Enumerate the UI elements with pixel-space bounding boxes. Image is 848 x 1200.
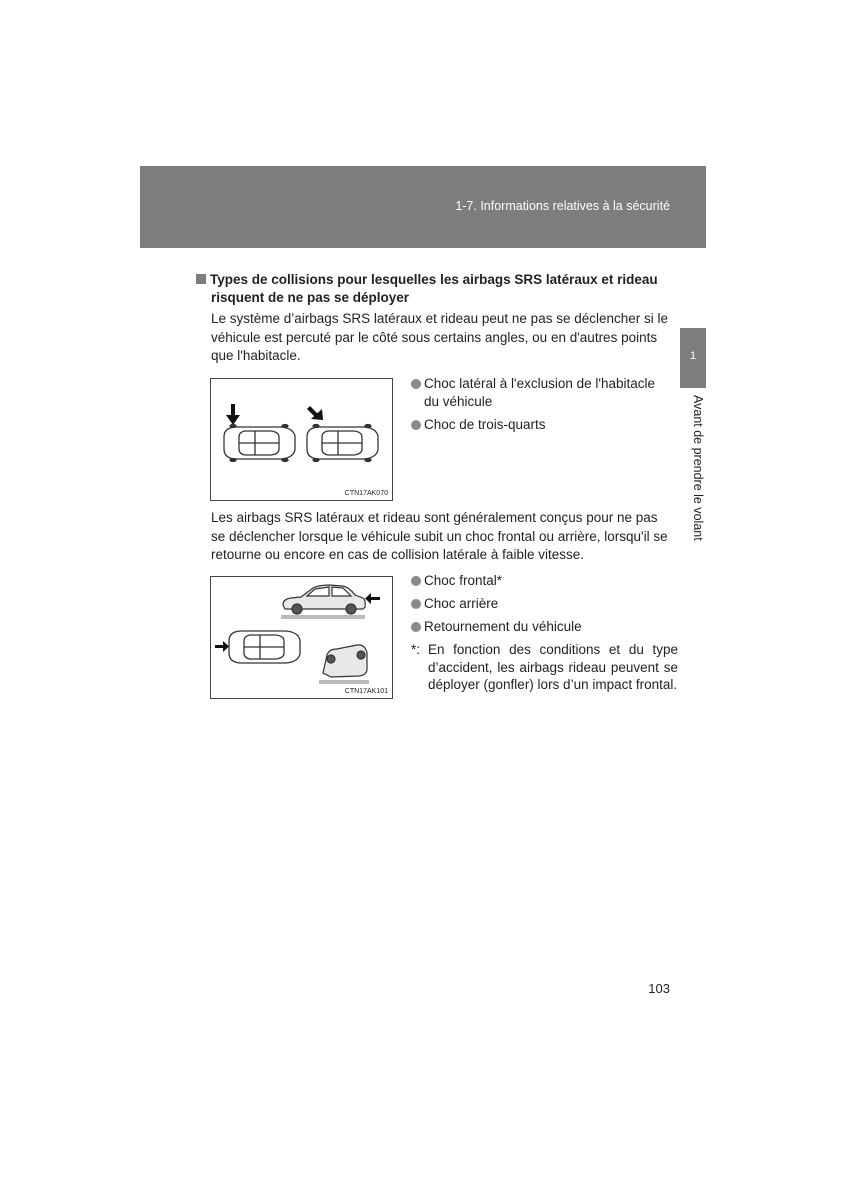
intro-paragraph — [211, 310, 669, 366]
bullet-item — [411, 375, 667, 410]
figure-side-impact — [210, 378, 393, 501]
section-heading — [196, 271, 666, 307]
section-header-title: 1-7. Informations relatives à la sécurité — [455, 199, 670, 213]
figure2-bullet-list — [411, 572, 678, 694]
bullet-text: Choc latéral à l'exclusion de l'habitacle — [424, 376, 656, 391]
bullet-dot-icon — [411, 420, 421, 430]
bullet-dot-icon — [411, 622, 421, 632]
impact-arrow-diagonal-icon — [307, 406, 323, 420]
footnote-text: En fonction des conditions et du type d’accident, les airbags rideau peuvent se déployer (gonfler) lors d’un impact frontal. — [428, 642, 678, 692]
middle-line: retourne ou encore en cas de collision latérale à faible vitesse. — [211, 547, 584, 562]
footnote-mark: *: — [411, 642, 421, 657]
bullet-dot-icon — [411, 599, 421, 609]
square-bullet-icon — [196, 274, 206, 284]
bullet-text: Choc frontal* — [424, 573, 503, 588]
bullet-item — [411, 618, 667, 636]
side-impact-illustration — [211, 379, 392, 500]
bullet-item — [411, 416, 667, 434]
car-rollover-icon — [319, 645, 369, 684]
figure1-bullet-list — [411, 375, 667, 439]
car-side-view-icon — [281, 585, 365, 619]
bullet-item — [411, 572, 667, 590]
intro-line: Le système d’airbags SRS latéraux et rideau peut ne pas se déclencher si le — [211, 311, 669, 326]
chapter-title-vertical: Avant de prendre le volant — [691, 395, 705, 541]
intro-line: que l'habitacle. — [211, 348, 301, 363]
bullet-text: Retournement du véhicule — [424, 619, 582, 634]
bullet-dot-icon — [411, 576, 421, 586]
footnote — [411, 641, 678, 694]
bullet-text: Choc de trois-quarts — [424, 416, 546, 432]
middle-line: Les airbags SRS latéraux et rideau sont généralement conçus pour ne pas — [211, 510, 658, 525]
bullet-text-cont: du véhicule — [424, 393, 493, 409]
impact-arrow-icon — [215, 641, 229, 652]
car-top-view-icon — [229, 631, 300, 663]
middle-line: se déclencher lorsque le véhicule subit un choc frontal ou arrière, lorsqu'il se — [211, 528, 668, 544]
middle-paragraph — [211, 509, 666, 565]
frontal-rear-rollover-illustration — [211, 577, 392, 698]
intro-line: véhicule est percuté par le côté sous certains angles, ou en d'autres points — [211, 329, 658, 345]
page-number: 103 — [648, 981, 670, 996]
car-top-view-icon — [224, 425, 295, 462]
figure-code: CTN17AK070 — [344, 490, 388, 497]
section-heading-line2: risquent de ne pas se déployer — [211, 290, 410, 305]
impact-arrow-icon — [365, 593, 380, 604]
figure-code: CTN17AK101 — [344, 688, 388, 695]
impact-arrow-icon — [226, 404, 240, 425]
section-heading-line1: Types de collisions pour lesquelles les airbags SRS latéraux et rideau — [210, 272, 658, 287]
car-top-view-icon — [307, 425, 378, 462]
chapter-number: 1 — [689, 350, 697, 362]
bullet-dot-icon — [411, 379, 421, 389]
chapter-header-bar — [140, 166, 706, 248]
bullet-text: Choc arrière — [424, 596, 499, 611]
chapter-tab — [680, 328, 706, 388]
figure-frontal-rear-rollover — [210, 576, 393, 699]
bullet-item — [411, 595, 667, 613]
